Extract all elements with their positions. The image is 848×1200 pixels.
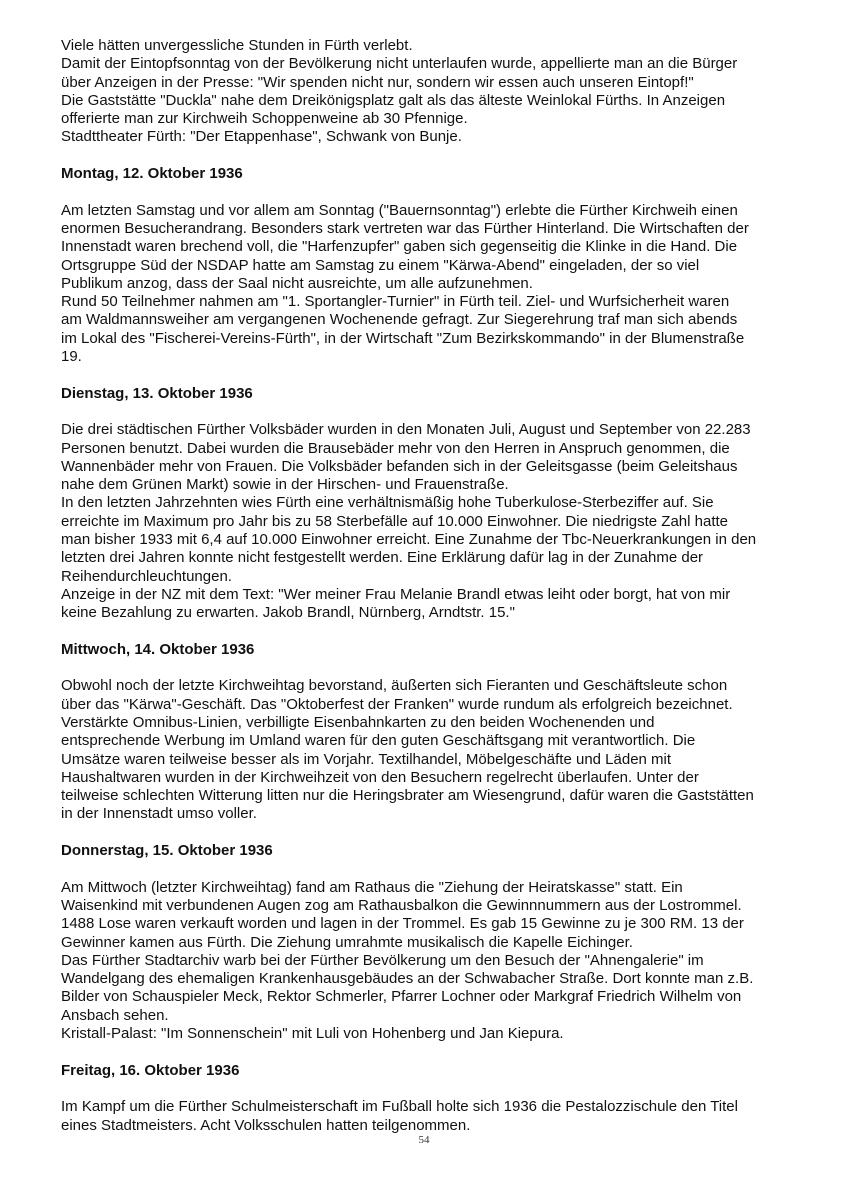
text-line: teilweise schlechten Witterung litten nur die Heringsbrater am Wiesengrund, dafür waren die Gaststätten (61, 787, 754, 805)
text-line: enormen Besucherandrang. Besonders stark vertreten war das Fürther Hinterland. Die Wirtschaften der (61, 219, 749, 237)
section-heading: Freitag, 16. Oktober 1936 (61, 1061, 240, 1079)
section-wednesday (61, 641, 801, 824)
text-line: über das "Kärwa"-Geschäft. Das "Oktoberfest der Franken" wurde rundum als erfolgreich bezeichnet. (61, 695, 733, 713)
text-line: Damit der Eintopfsonntag von der Bevölkerung nicht unterlaufen wurde, appellierte man an die Bürger (61, 55, 738, 73)
text-line: Ansbach sehen. (61, 1006, 169, 1024)
text-line: Anzeige in der NZ mit dem Text: "Wer meiner Frau Melanie Brandl etwas leiht oder borgt, hat von mir (61, 585, 731, 603)
text-line: Stadttheater Fürth: "Der Etappenhase", Schwank von Bunje. (61, 128, 462, 146)
text-line: Waisenkind mit verbundenen Augen zog am Rathausbalkon die Gewinnnummern aus der Lostrommel. (61, 896, 742, 914)
text-line: offerierte man zur Kirchweih Schoppenweine ab 30 Pfennige. (61, 110, 468, 128)
text-line: Am Mittwoch (letzter Kirchweihtag) fand am Rathaus die "Ziehung der Heiratskasse" statt. Ein (61, 878, 683, 896)
text-line: Das Fürther Stadtarchiv warb bei der Fürther Bevölkerung um den Besuch der "Ahnengalerie" im (61, 951, 704, 969)
section-monday (61, 165, 801, 366)
text-line: nahe dem Grünen Markt) sowie in der Hirschen- und Frauenstraße. (61, 476, 509, 494)
text-line: Umsätze waren teilweise besser als im Vorjahr. Textilhandel, Möbelgeschäfte und Läden mit (61, 750, 672, 768)
text-line: Wannenbäder mehr von Frauen. Die Volksbäder befanden sich in der Geleitsgasse (beim Geleitshaus (61, 457, 738, 475)
text-line: man bisher 1933 mit 6,4 auf 10.000 Einwohner erreicht. Eine Zunahme der Tbc-Neuerkrankungen in den (61, 531, 757, 549)
text-line: in der Innenstadt umso voller. (61, 805, 257, 823)
text-line: Viele hätten unvergessliche Stunden in Fürth verlebt. (61, 37, 413, 54)
section-thursday (61, 842, 801, 1043)
page-number: 54 (418, 1134, 430, 1146)
text-line: über Anzeigen in der Presse: "Wir spenden nicht nur, sondern wir essen auch unseren Eintopf!" (61, 73, 694, 91)
text-line: erreichte im Maximum pro Jahr bis zu 58 Sterbefälle auf 10.000 Einwohner. Die niedrigste Zahl hatte (61, 512, 729, 530)
text-line: Obwohl noch der letzte Kirchweihtag bevorstand, äußerten sich Fieranten und Geschäftsleute schon (61, 677, 728, 695)
text-line: Bilder von Schauspieler Meck, Rektor Schmerler, Pfarrer Lochner oder Markgraf Friedrich Wilhelm von (61, 988, 742, 1006)
text-line: Ortsgruppe Süd der NSDAP hatte am Samstag zu einem "Kärwa-Abend" eingeladen, der so viel (61, 256, 700, 274)
text-line: entsprechende Werbung im Umland waren für den guten Geschäftsgang mit verantwortlich. Die (61, 732, 696, 750)
text-line: Wandelgang des ehemaligen Krankenhausgebäudes an der Schwabacher Straße. Dort konnte man z.B. (61, 970, 754, 988)
text-line: In den letzten Jahrzehnten wies Fürth eine verhältnismäßig hohe Tuberkulose-Sterbeziffer auf. Sie (61, 494, 714, 512)
text-line: eines Stadtmeisters. Acht Volksschulen hatten teilgenommen. (61, 1116, 471, 1134)
text-line: Publikum anzog, dass der Saal nicht ausreichte, um alle aufzunehmen. (61, 274, 533, 292)
section-tuesday (61, 385, 801, 623)
text-line: Rund 50 Teilnehmer nahmen am "1. Sportangler-Turnier" in Fürth teil. Ziel- und Wurfsicherheit waren (61, 293, 730, 311)
section-heading: Mittwoch, 14. Oktober 1936 (61, 640, 255, 658)
text-line: Am letzten Samstag und vor allem am Sonntag ("Bauernsonntag") erlebte die Fürther Kirchweih einen (61, 201, 738, 219)
text-line: 19. (61, 348, 82, 366)
text-line: Die Gaststätte "Duckla" nahe dem Dreikönigsplatz galt als das älteste Weinlokal Fürths. In Anzeigen (61, 91, 726, 109)
text-line: Im Kampf um die Fürther Schulmeisterschaft im Fußball holte sich 1936 die Pestalozzischule den Titel (61, 1098, 738, 1116)
section-heading: Dienstag, 13. Oktober 1936 (61, 384, 253, 402)
section-friday (61, 1062, 801, 1135)
intro-paragraph (61, 37, 801, 147)
text-line: 1488 Lose waren verkauft worden und lagen in der Trommel. Es gab 15 Gewinne zu je 300 RM. 13 der (61, 915, 744, 933)
text-line: Die drei städtischen Fürther Volksbäder wurden in den Monaten Juli, August und September von 22.283 (61, 421, 751, 439)
text-line: Haushaltwaren wurden in der Kirchweihzeit von den Besuchern regelrecht überlaufen. Unter der (61, 768, 699, 786)
text-line: am Waldmannsweiher am vergangenen Wochenende gefragt. Zur Siegerehrung traf man sich abends (61, 311, 738, 329)
section-heading: Donnerstag, 15. Oktober 1936 (61, 842, 273, 860)
text-line: Reihendurchleuchtungen. (61, 567, 232, 585)
text-line: Verstärkte Omnibus-Linien, verbilligte Eisenbahnkarten zu den beiden Wochenenden und (61, 713, 655, 731)
text-line: Personen benutzt. Dabei wurden die Brausebäder mehr von den Herren in Anspruch genommen, die (61, 439, 730, 457)
text-line: letzten drei Jahren konnte nicht festgestellt werden. Eine Erklärung dafür lag in der Zunahme der (61, 549, 704, 567)
document-page (61, 37, 801, 1135)
text-line: Innenstadt waren brechend voll, die "Harfenzupfer" gaben sich gegenseitig die Klinke in die Hand. Die (61, 238, 738, 256)
text-line: Kristall-Palast: "Im Sonnenschein" mit Luli von Hohenberg und Jan Kiepura. (61, 1025, 564, 1043)
text-line: Gewinner kamen aus Fürth. Die Ziehung umrahmte musikalisch die Kapelle Eichinger. (61, 933, 633, 951)
text-line: im Lokal des "Fischerei-Vereins-Fürth", in der Wirtschaft "Zum Bezirkskommando" in der Blumenstraße (61, 329, 745, 347)
text-line: keine Bezahlung zu erwarten. Jakob Brandl, Nürnberg, Arndtstr. 15." (61, 604, 515, 622)
section-heading: Montag, 12. Oktober 1936 (61, 165, 243, 183)
